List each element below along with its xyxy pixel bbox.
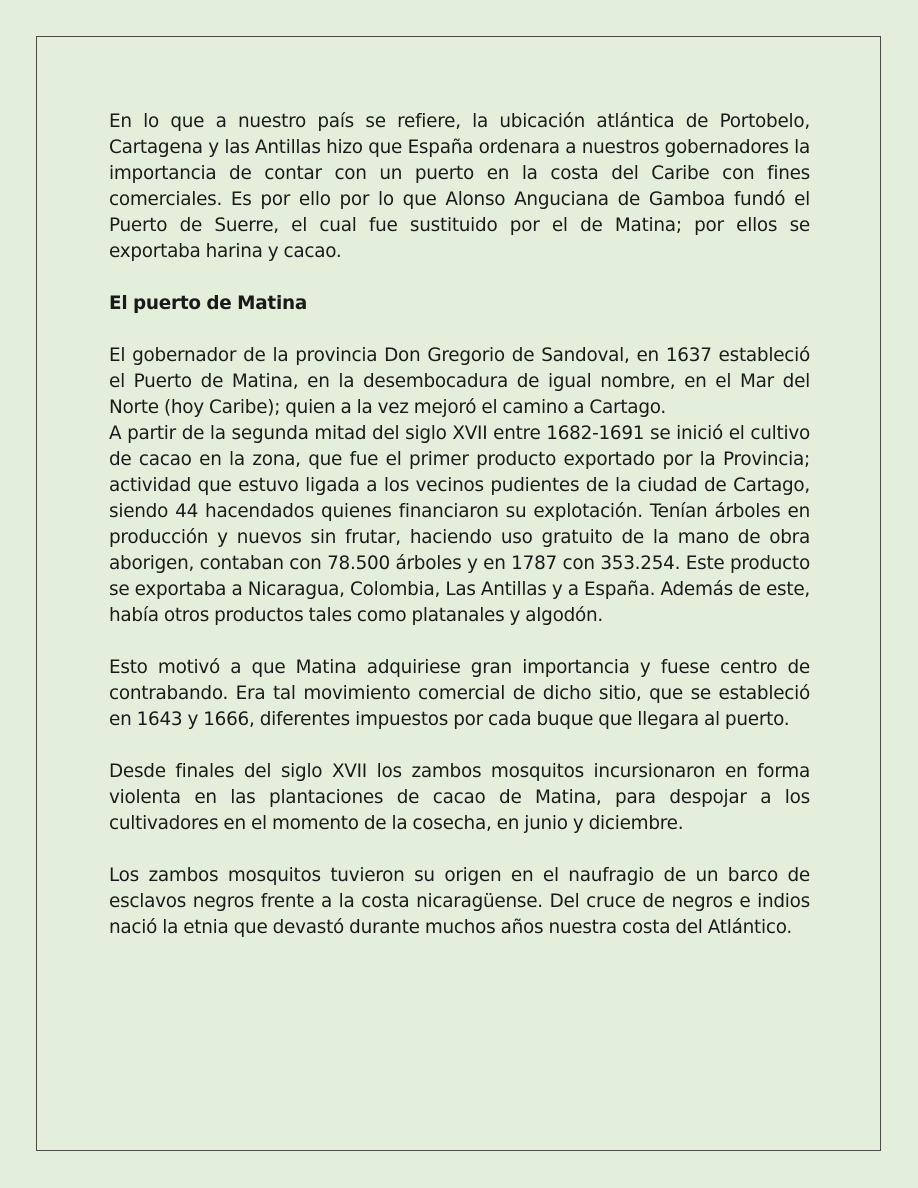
paragraph-governor: El gobernador de la provincia Don Gregorio de Sandoval, en 1637 estableció el Puerto de Matina, en la desembocadura de igual nombre, en el Mar del Norte (hoy Caribe); quien a la vez mejoró el camino a Cartago.: [109, 345, 810, 418]
paragraph-zambos-raids: Desde finales del siglo XVII los zambos mosquitos incursionaron en forma violenta en las plantaciones de cacao de Matina, para despojar a los cultivadores en el momento de la cosecha, en junio y diciembre.: [109, 761, 810, 834]
paragraph-spacer: [109, 733, 810, 759]
paragraph-spacer: [109, 265, 810, 291]
section-heading: El puerto de Matina: [109, 293, 307, 314]
paragraph-spacer: [109, 317, 810, 343]
paragraph-zambos-origin: Los zambos mosquitos tuvieron su origen en el naufragio de un barco de esclavos negros frente a la costa nicaragüense. Del cruce de negros e indios nació la etnia que devastó durante muchos años nuestra costa del Atlántico.: [109, 865, 810, 938]
paragraph-spacer: [109, 629, 810, 655]
paragraph-cacao: A partir de la segunda mitad del siglo XVII entre 1682-1691 se inició el cultivo de cacao en la zona, que fue el primer producto exportado por la Provincia; actividad que estuvo ligada a los vecinos pudientes de la ciudad de Cartago, siendo 44 hacendados quienes financiaron su explotación. Tenían árboles en producción y nuevos sin frutar, haciendo uso gratuito de la mano de obra aborigen, contaban con 78.500 árboles y en 1787 con 353.254. Este producto se exportaba a Nicaragua, Colombia, Las Antillas y a España. Además de este, había otros productos tales como platanales y algodón.: [109, 423, 810, 626]
paragraph-contraband: Esto motivó a que Matina adquiriese gran importancia y fuese centro de contrabando. Era tal movimiento comercial de dicho sitio, que se estableció en 1643 y 1666, diferentes impuestos por cada buque que llegara al puerto.: [109, 657, 810, 730]
document-body: [109, 109, 810, 941]
paragraph-intro: En lo que a nuestro país se refiere, la ubicación atlántica de Portobelo, Cartagena y las Antillas hizo que España ordenara a nuestros gobernadores la importancia de contar con un puerto en la costa del Caribe con fines comerciales. Es por ello por lo que Alonso Anguciana de Gamboa fundó el Puerto de Suerre, el cual fue sustituido por el de Matina; por ellos se exportaba harina y cacao.: [109, 111, 810, 262]
paragraph-spacer: [109, 837, 810, 863]
